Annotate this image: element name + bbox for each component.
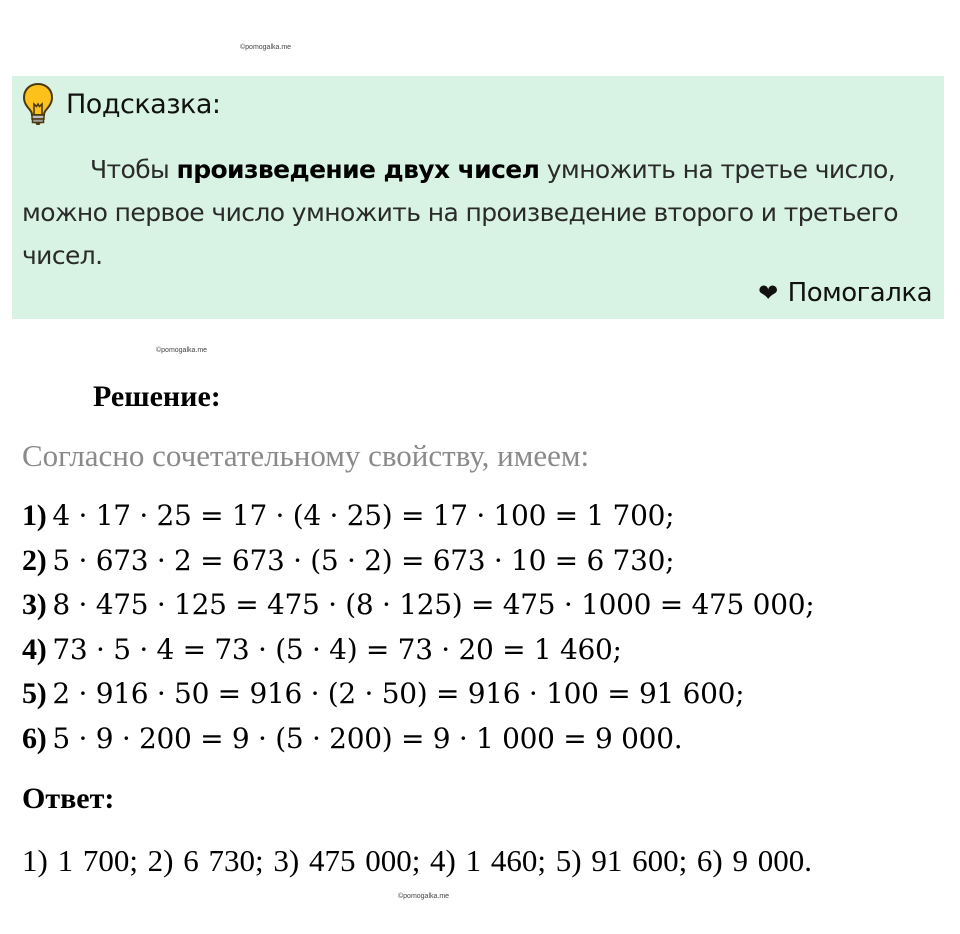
hint-text-end: умножить на третье число, можно первое число умножить на произведение второго и третьего чисел. (22, 155, 898, 270)
equation-row (22, 628, 814, 673)
hint-text-start: Чтобы (90, 155, 177, 184)
answer-heading: Ответ: (22, 782, 115, 815)
equation-number: 6) (22, 721, 47, 755)
equation-number: 2) (22, 543, 47, 577)
equation-row (22, 583, 814, 628)
signature (758, 278, 932, 308)
equation-row (22, 494, 814, 539)
heart-icon: ❤ (758, 279, 778, 307)
equation-list (22, 494, 814, 761)
watermark: ©pomogalka.me (156, 347, 208, 354)
answer-text: 1) 1 700; 2) 6 730; 3) 475 000; 4) 1 460; 5) 91 600; 6) 9 000. (22, 843, 813, 878)
equation-expression: 2 · 916 · 50 = 916 · (2 · 50) = 916 · 100 = 91 600; (52, 677, 745, 710)
equation-number: 1) (22, 499, 47, 532)
equation-expression: 5 · 673 · 2 = 673 · (5 · 2) = 673 · 10 = 6 730; (52, 543, 675, 577)
hint-header (22, 82, 221, 126)
equation-row (22, 539, 814, 584)
equation-row (22, 717, 814, 762)
equation-expression: 73 · 5 · 4 = 73 · (5 · 4) = 73 · 20 = 1 460; (52, 632, 622, 666)
lightbulb-icon (22, 82, 54, 126)
equation-expression: 5 · 9 · 200 = 9 · (5 · 200) = 9 · 1 000 = 9 000. (52, 721, 683, 755)
equation-number: 4) (22, 632, 47, 666)
hint-title: Подсказка: (66, 88, 221, 120)
equation-row (22, 672, 814, 717)
hint-text-bold: произведение двух чисел (176, 155, 540, 184)
watermark: ©pomogalka.me (240, 44, 292, 51)
solution-intro: Согласно сочетательному свойству, имеем: (22, 438, 590, 473)
hint-text (22, 148, 922, 277)
equation-number: 5) (22, 677, 47, 710)
equation-expression: 4 · 17 · 25 = 17 · (4 · 25) = 17 · 100 = 1 700; (52, 499, 675, 532)
equation-expression: 8 · 475 · 125 = 475 · (8 · 125) = 475 · 1000 = 475 000; (52, 588, 815, 621)
signature-text: Помогалка (787, 278, 932, 308)
equation-number: 3) (22, 588, 47, 621)
solution-heading: Решение: (93, 380, 221, 413)
watermark: ©pomogalka.me (398, 893, 450, 900)
